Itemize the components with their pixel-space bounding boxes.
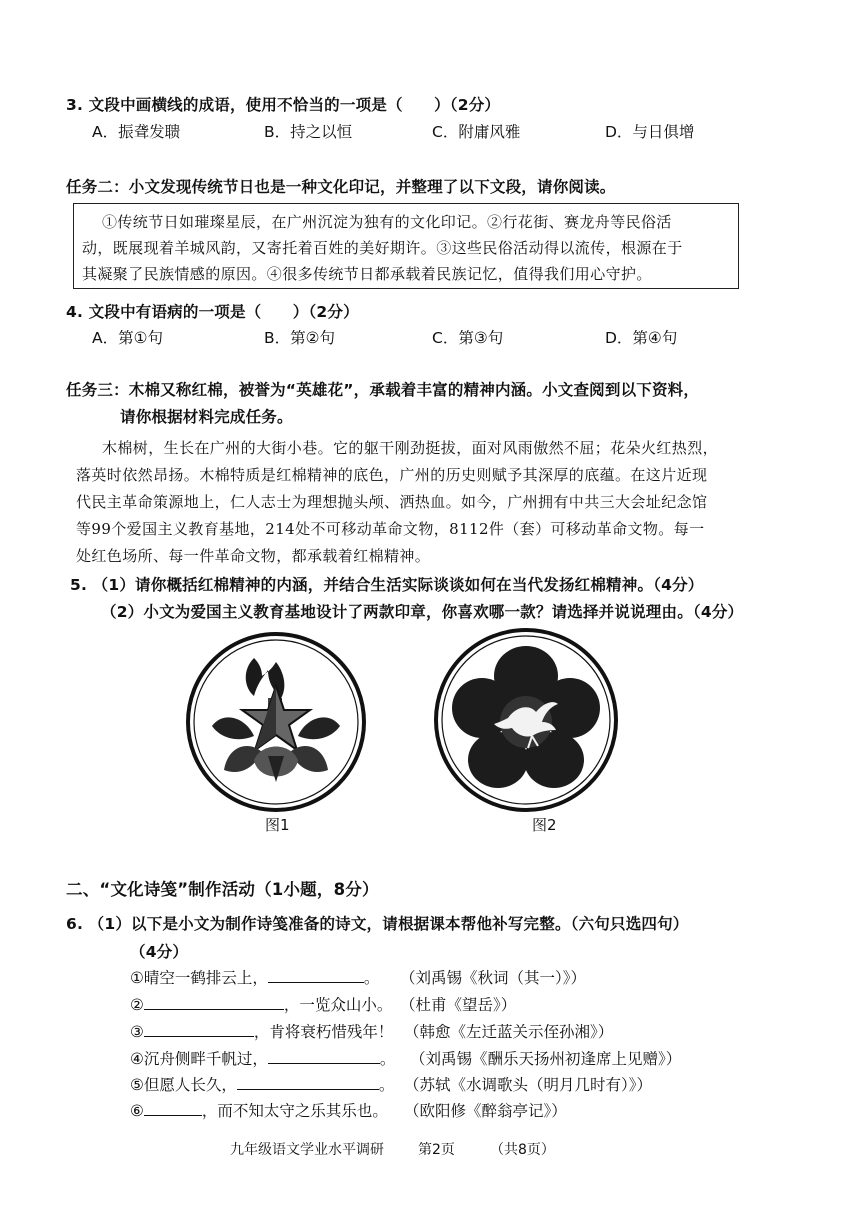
task3-para-line-4: 等99个爱国主义教育基地，214处不可移动革命文物，8112件（套）可移动革命文物。每一	[76, 520, 705, 538]
q6-line-1-blank[interactable]	[268, 968, 364, 983]
q6-stem-line-2: （4分）	[130, 943, 189, 961]
q3-option-b: B．持之以恒	[264, 123, 353, 141]
q3-option-c: C．附庸风雅	[432, 123, 521, 141]
figure-1-caption: 图1	[265, 816, 290, 834]
q6-line-5-source: （苏轼《水调歌头（明月几时有）》）	[404, 1076, 653, 1094]
q6-line-4	[130, 1047, 395, 1069]
task3-heading-line-1: 任务三：木棉又称红棉，被誉为“英雄花”，承载着丰富的精神内涵。小文查阅到以下资料，	[66, 381, 700, 399]
q4-stem: 4. 文段中有语病的一项是（ ）（2分）	[66, 303, 359, 321]
q6-line-2-end: ，一览众山小。	[283, 996, 393, 1014]
q6-stem-line-1: 6. （1）以下是小文为制作诗笺准备的诗文，请根据课本帮他补写完整。（六句只选四句）	[66, 915, 689, 933]
q4-option-d: D．第④句	[605, 329, 678, 347]
footer-exam-title: 九年级语文学业水平调研	[230, 1142, 384, 1158]
task3-para-line-1: 木棉树，生长在广州的大街小巷。它的躯干刚劲挺拔，面对风雨傲然不屈；花朵火红热烈，	[102, 439, 719, 457]
q4-option-a: A．第①句	[92, 329, 163, 347]
figure-2-caption: 图2	[532, 816, 557, 834]
q6-line-2-blank[interactable]	[144, 995, 284, 1010]
q6-line-6-source: （欧阳修《醉翁亭记》）	[404, 1102, 567, 1120]
q6-line-6	[130, 1099, 388, 1121]
q6-line-3-end: ，肯将衰朽惜残年！	[253, 1023, 394, 1041]
q6-line-3-blank[interactable]	[144, 1022, 254, 1037]
q6-line-4-end: 。	[379, 1050, 396, 1068]
q6-line-5-end: 。	[378, 1076, 395, 1094]
q6-line-2-text: ②	[130, 996, 144, 1014]
footer-page-number: 第2页	[418, 1142, 455, 1158]
q6-line-4-text: ④沉舟侧畔千帆过，	[130, 1050, 268, 1068]
q3-stem: 3. 文段中画横线的成语，使用不恰当的一项是（ ）（2分）	[66, 96, 501, 114]
q6-line-1	[130, 966, 379, 988]
q5-part-2: （2）小文为爱国主义教育基地设计了两款印章，你喜欢哪一款？请选择并说说理由。（4分）	[101, 603, 744, 621]
q5-part-1: 5. （1）请你概括红棉精神的内涵，并结合生活实际谈谈如何在当代发扬红棉精神。（4分）	[70, 576, 704, 594]
q6-line-6-blank[interactable]	[144, 1101, 202, 1116]
q6-line-5-text: ⑤但愿人长久，	[130, 1076, 237, 1094]
q3-option-d: D．与日俱增	[605, 123, 695, 141]
q6-line-1-end: 。	[363, 969, 380, 987]
q6-line-3	[130, 1020, 393, 1042]
task2-passage-line-3: 其凝聚了民族情感的原因。④很多传统节日都承载着民族记忆，值得我们用心守护。	[82, 265, 652, 283]
q6-line-2-source: （杜甫《望岳》）	[400, 996, 517, 1014]
q6-line-1-source: （刘禹锡《秋词（其一）》）	[400, 969, 587, 987]
task3-para-line-5: 处红色场所、每一件革命文物，都承载着红棉精神。	[76, 547, 431, 565]
q6-line-4-source: （刘禹锡《酬乐天扬州初逢席上见赠》）	[410, 1050, 682, 1068]
task3-heading-line-2: 请你根据材料完成任务。	[120, 408, 293, 426]
q6-line-4-blank[interactable]	[268, 1049, 380, 1064]
task2-heading: 任务二：小文发现传统节日也是一种文化印记，并整理了以下文段，请你阅读。	[66, 178, 616, 196]
q6-line-5-blank[interactable]	[237, 1075, 379, 1090]
task3-para-line-2: 落英时依然昂扬。木棉特质是红棉精神的底色，广州的历史则赋予其深厚的底蕴。在这片近现	[76, 466, 708, 484]
q6-line-6-text: ⑥	[130, 1102, 144, 1120]
q3-option-a: A．振聋发聩	[92, 123, 181, 141]
q6-line-5	[130, 1073, 394, 1095]
q6-line-1-text: ①晴空一鹤排云上，	[130, 969, 268, 987]
q6-line-3-source: （韩愈《左迁蓝关示侄孙湘》）	[404, 1023, 614, 1041]
q6-line-3-text: ③	[130, 1023, 144, 1041]
q4-option-b: B．第②句	[264, 329, 336, 347]
task3-para-line-3: 代民主革命策源地上，仁人志士为理想抛头颅、洒热血。如今，广州拥有中共三大会址纪念馆	[76, 493, 708, 511]
task2-passage-line-2: 动，既展现着羊城风韵，又寄托着百姓的美好期许。③这些民俗活动得以流传，根源在于	[82, 239, 683, 257]
q6-line-6-end: ，而不知太守之乐其乐也。	[201, 1102, 388, 1120]
task2-passage-line-1: ①传统节日如璀璨星辰，在广州沉淀为独有的文化印记。②行花街、赛龙舟等民俗活	[102, 213, 672, 231]
q6-line-2	[130, 993, 392, 1015]
seal-figure-1	[184, 630, 368, 814]
footer-total-pages: （共8页）	[490, 1142, 555, 1158]
section-2-heading: 二、“文化诗笺”制作活动（1小题，8分）	[66, 880, 379, 899]
q4-option-c: C．第③句	[432, 329, 504, 347]
seal-figure-2	[432, 626, 620, 814]
